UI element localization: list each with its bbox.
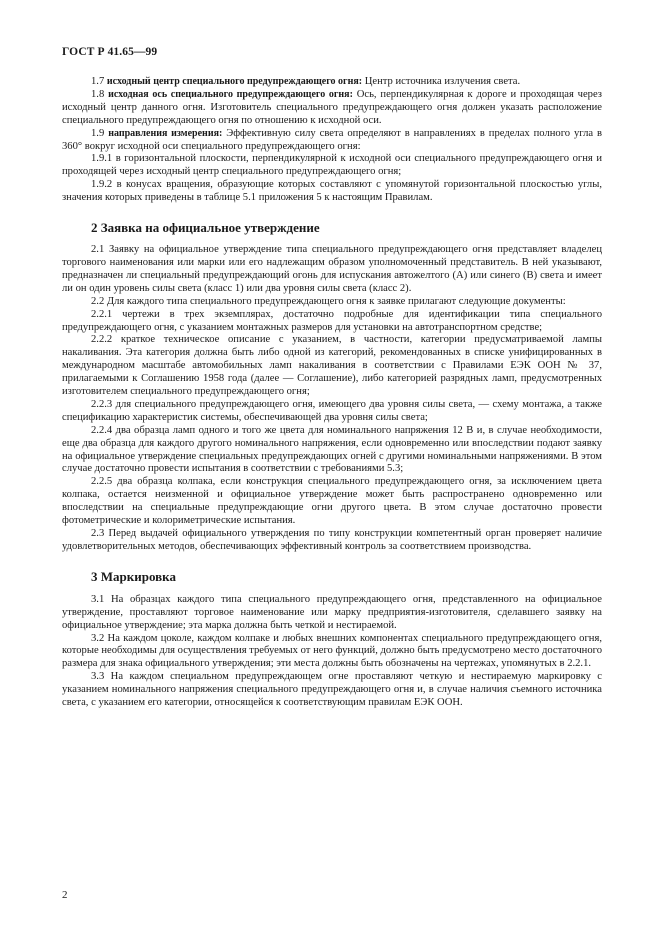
document-body — [62, 76, 602, 710]
section-3-body — [62, 594, 602, 710]
item-1-7: 1.7 исходный центр специального предупреждающего огня: Центр источника излучения света. — [91, 76, 521, 87]
section-3-title: 3 Маркировка — [91, 568, 176, 584]
item-1-9-1: 1.9.1 в горизонтальной плоскости, перпендикулярной к исходной оси специального предупреждающего огня и проходящей через исходный центр специального предупреждающего огня; — [62, 153, 602, 178]
paragraph-2-2-4: 2.2.4 два образца ламп одного и того же цвета для номинального напряжения 12 В и, в случае необходимости, еще два образца для каждого другого номинального напряжения, если одновременно или впоследствии подают заявку на официальное утверждение специальных предупреждающих огней с другими номинальными напряжениями. В этом случае достаточно провести испытания в соответствии с требованиями 5.3; — [62, 424, 602, 475]
paragraph-3-3: 3.3 На каждом специальном предупреждающем огне проставляют четкую и нестираемую маркировку с указанием номинального напряжения специального предупреждающего огня и, в случае наличия съемного источника света, с указанием его категории, относящейся к соответствующим правилам ЕЭК ООН. — [62, 671, 602, 709]
page-number: 2 — [62, 889, 68, 901]
paragraph-3-1: 3.1 На образцах каждого типа специального предупреждающего огня, представленного на официальное утверждение, проставляют торговое наименование или марку предприятия-изготовителя, сделавшего заявку на официальное утверждение; эта марка должна быть четкой и нестираемой. — [62, 593, 602, 631]
paragraph-3-2: 3.2 На каждом цоколе, каждом колпаке и любых внешних компонентах специального предупреждающего огня, которые необходимы для осуществления требуемых от него функций, должно быть предусмотрено место достаточного размера для знака официального утверждения; эти места должны быть обозначены на чертежах, упомянутых в 2.2.1. — [62, 632, 602, 670]
paragraph-2-2: 2.2 Для каждого типа специального предупреждающего огня к заявке прилагают следующие документы: — [91, 295, 566, 307]
paragraph-2-2-5: 2.2.5 два образца колпака, если конструкция специального предупреждающего огня, за исключением цвета колпака, остается неизменной и официальное утверждение может быть распространено одновременно или впоследствии на специальные предупреждающие огни другого цвета. В этом случае достаточно провести фотометрические и колориметрические испытания. — [62, 476, 602, 527]
paragraph-2-2-2: 2.2.2 краткое техническое описание с указанием, в частности, категории предусматриваемой лампы накаливания. Эта категория должна быть либо одной из категорий, рекомендованных в списке унифицированных в международном масштабе автомобильных ламп накаливания в соответствии с Правилами ЕЭК ООН № 37, прилагаемыми к Соглашению 1958 года (далее — Соглашение), либо категорией разрядных ламп, предусмотренных изготовителем специального предупреждающего огня; — [62, 334, 602, 398]
item-1-9: 1.9 направления измерения: Эффективную силу света определяют в направлениях в пределах полного угла в 360° вокруг исходной оси специального предупреждающего огня: — [62, 127, 603, 152]
term: исходная ось специального предупреждающего огня: — [108, 88, 353, 100]
document-header: ГОСТ Р 41.65—99 — [62, 46, 158, 58]
section-2-title: 2 Заявка на официальное утверждение — [91, 220, 320, 236]
term: направления измерения: — [108, 127, 223, 139]
paragraph-2-2-3: 2.2.3 для специального предупреждающего огня, имеющего два уровня силы света, — схему монтажа, а также спецификацию характеристик системы, обеспечивающей два уровня силы света; — [62, 398, 602, 423]
paragraph-2-2-1: 2.2.1 чертежи в трех экземплярах, достаточно подробные для идентификации типа специального предупреждающего огня, с указанием монтажных размеров для установки на автотранспортном средстве; — [62, 308, 602, 333]
item-1-9-2: 1.9.2 в конусах вращения, образующие которых составляют с упомянутой горизонтальной плоскостью углы, значения которых приведены в таблице 5.1 приложения 5 к настоящим Правилам. — [62, 179, 602, 204]
section-2-body — [62, 244, 602, 554]
paragraph-2-1: 2.1 Заявку на официальное утверждение типа специального предупреждающего огня представляет владелец торгового наименования или марки или его надлежащим образом уполномоченный представитель. В ней указывают, предназначен ли специальный предупреждающий огонь для испускания автожелтого (А) или синего (В) света и имеет ли он один уровень силы света (класс 1) или два уровня силы света (класс 2). — [62, 244, 602, 294]
paragraph-2-3: 2.3 Перед выдачей официального утверждения по типу конструкции компетентный орган проверяет наличие удовлетворительных методов, обеспечивающих эффективный контроль за соответствием производства. — [62, 528, 602, 552]
term: исходный центр специального предупреждающего огня: — [106, 76, 363, 87]
section-1-items — [62, 76, 602, 205]
item-1-8: 1.8 исходная ось специального предупреждающего огня: Ось, перпендикулярная к дороге и проходящая через исходный центр данного огня. Изготовитель специального предупреждающего огня должен указать расположение специального предупреждающего огня по отношению к исходной оси. — [62, 88, 602, 126]
